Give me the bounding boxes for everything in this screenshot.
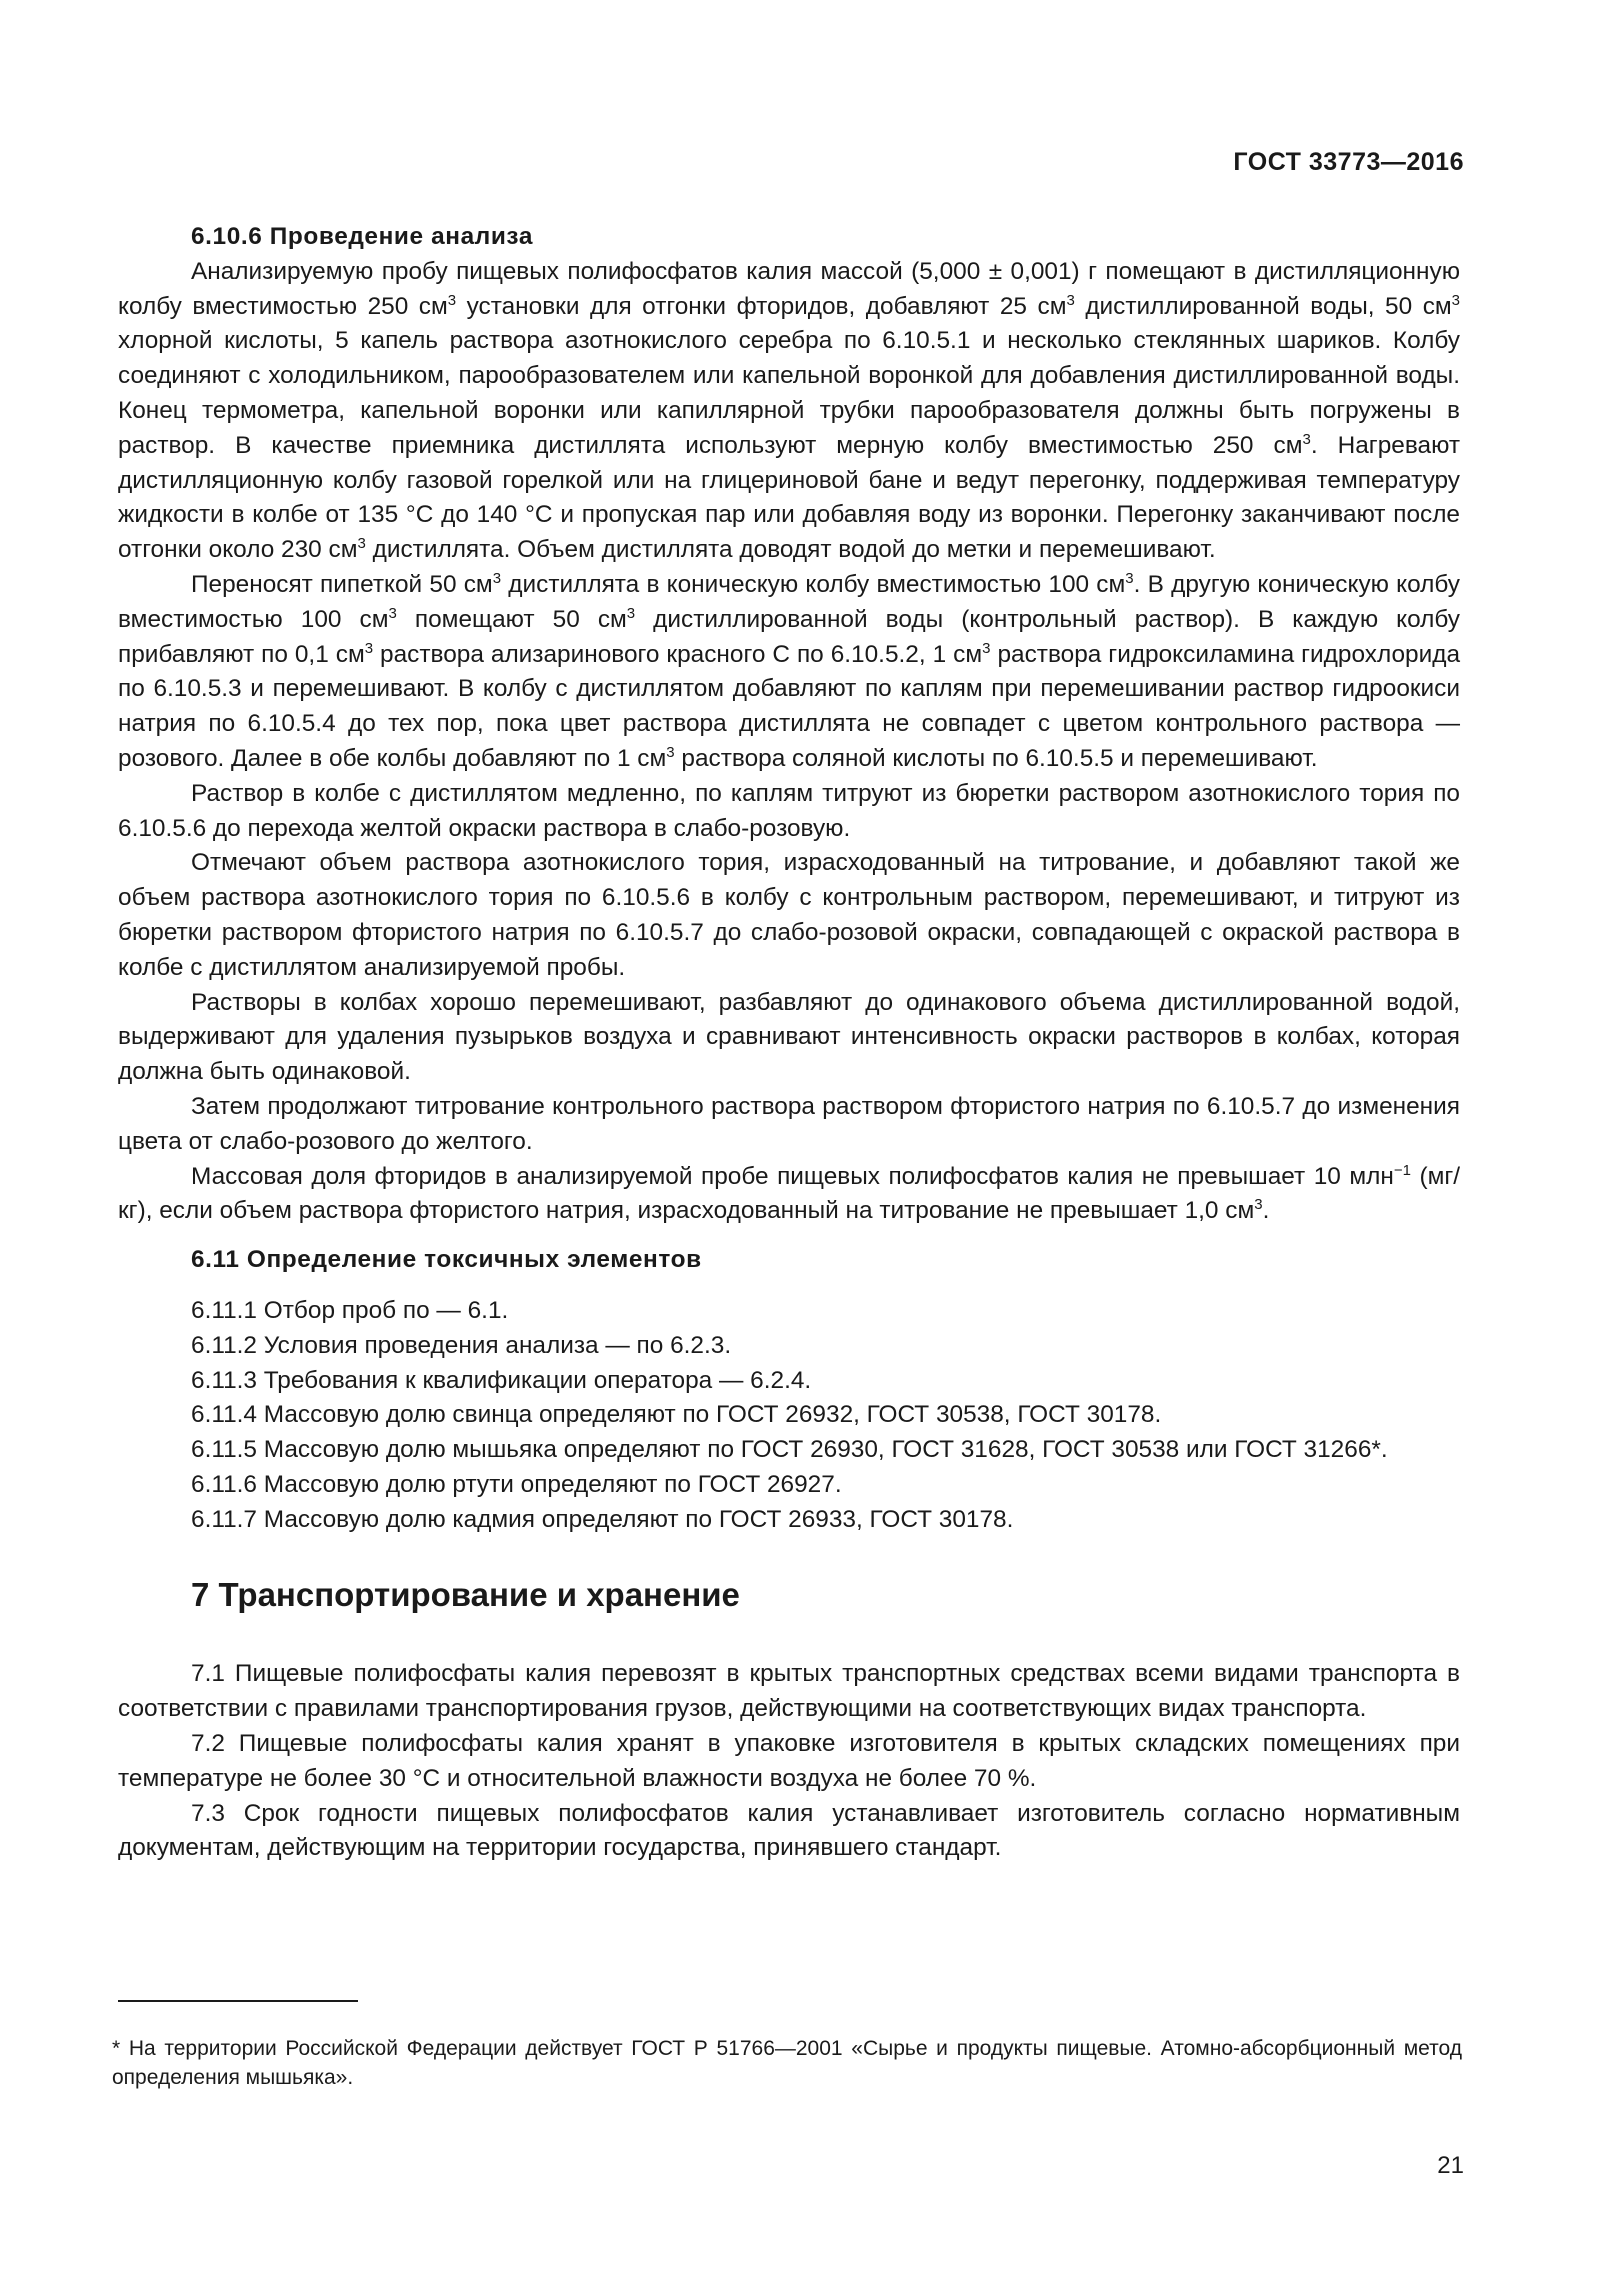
- text-run: раствора гидроксиламина гидрохлорида по 6.10.5.3 и перемешивают. В колбу с дистиллятом добавляют по каплям при перемешивании раствор гидроокиси натрия по 6.10.5.4 до тех пор, пока цвет раствора дистиллята не совпадет с цветом контрольного раствора — розового. Далее в обе колбы добавляют по 1 см: [118, 640, 1461, 772]
- page-body: [118, 220, 1460, 1866]
- text-run: установки для отгонки фторидов, добавляют 25 см: [456, 292, 1067, 320]
- footnote-divider: [118, 2000, 358, 2002]
- superscript: 3: [357, 535, 366, 553]
- text-run: дистиллята. Объем дистиллята доводят водой до метки и перемешивают.: [365, 536, 1216, 564]
- text-run: хлорной кислоты, 5 капель раствора азотнокислого серебра по 6.10.5.1 и несколько стеклянных шариков. Колбу соединяют с холодильником, парообразователем или капельной воронкой для добавления дистиллированной воды. Конец термометра, капельной воронки или капиллярной трубки парообразователя должны быть погружены в раствор. В качестве приемника дистиллята используют мерную колбу вместимостью 250 см: [118, 327, 1460, 459]
- paragraph-7-2: 7.2 Пищевые полифосфаты калия хранят в упаковке изготовителя в крытых складских помещениях при температуре не более 30 °С и относительной влажности воздуха не более 70 %.: [118, 1730, 1460, 1792]
- text-run: Переносят пипеткой 50 см: [191, 570, 493, 598]
- superscript: 3: [447, 291, 457, 309]
- superscript: 3: [364, 639, 374, 657]
- paragraph-mixing: Растворы в колбах хорошо перемешивают, разбавляют до одинакового объема дистиллированной водой, выдерживают для удаления пузырьков воздуха и сравнивают интенсивность окраски растворов в колбах, которая должна быть одинаковой.: [118, 988, 1460, 1086]
- paragraph-7-1: 7.1 Пищевые полифосфаты калия перевозят в крытых транспортных средствах всеми видами транспорта в соответствии с правилами транспортирования грузов, действующими на соответствующих видах транспорта.: [118, 1660, 1460, 1723]
- paragraph-fluoride-fraction: [118, 1160, 1460, 1230]
- document-code-header: ГОСТ 33773—2016: [1233, 148, 1464, 176]
- text-run: дистиллированной воды (контрольный раствор). В каждую колбу прибавляют по 0,1 см: [118, 605, 1461, 668]
- paragraph-thorium-volume: Отмечают объем раствора азотнокислого тория, израсходованный на титрование, и добавляют такой же объем раствора азотнокислого тория по 6.10.5.6 в колбу с контрольным раствором, перемешивают, и титруют из бюретки раствором фтористого натрия по 6.10.5.7 до слабо-розовой окраски, совпадающей с окраской раствора в колбе с дистиллятом анализируемой пробы.: [118, 849, 1460, 981]
- paragraph-analysis-procedure: [118, 255, 1460, 568]
- subsection-heading-6-11: 6.11 Определение токсичных элементов: [191, 1246, 702, 1274]
- superscript: 3: [388, 604, 397, 622]
- text-run: дистиллированной воды, 50 см: [1074, 292, 1452, 320]
- footnote: * На территории Российской Федерации действует ГОСТ Р 51766—2001 «Сырье и продукты пищевые. Атомно-абсорбционный метод определения мышьяка».: [112, 2037, 1462, 2089]
- list-item-6-11-1: 6.11.1 Отбор проб по — 6.1.: [191, 1296, 509, 1324]
- superscript: −1: [1393, 1161, 1411, 1179]
- superscript: 3: [982, 639, 991, 657]
- list-item-6-11-3: 6.11.3 Требования к квалификации оператора — 6.2.4.: [191, 1366, 812, 1394]
- text-run: Массовая доля фторидов в анализируемой пробе пищевых полифосфатов калия не превышает 10 млн: [191, 1162, 1394, 1190]
- superscript: 3: [492, 569, 502, 587]
- paragraph-continue-titration: Затем продолжают титрование контрольного раствора раствором фтористого натрия по 6.10.5.7 до изменения цвета от слабо-розового до желтого.: [118, 1092, 1460, 1155]
- superscript: 3: [1254, 1196, 1263, 1214]
- paragraph-pipette-transfer: [118, 568, 1460, 777]
- text-run: дистиллята в коническую колбу вместимостью 100 см: [501, 570, 1126, 598]
- text-run: раствора соляной кислоты по 6.10.5.5 и перемешивают.: [674, 744, 1318, 772]
- paragraph-titration: Раствор в колбе с дистиллятом медленно, по каплям титруют из бюретки раствором азотнокислого тория по 6.10.5.6 до перехода желтой окраски раствора в слабо-розовую.: [118, 779, 1460, 842]
- superscript: 3: [1451, 291, 1460, 309]
- superscript: 3: [1125, 569, 1134, 587]
- superscript: 3: [666, 743, 675, 761]
- text-run: (мг/кг), если объем раствора фтористого натрия, израсходованный на титрование не превышает 1,0 см: [118, 1162, 1461, 1225]
- text-run: раствора ализаринового красного С по 6.10.5.2, 1 см: [373, 640, 983, 668]
- superscript: 3: [626, 604, 636, 622]
- list-item-6-11-2: 6.11.2 Условия проведения анализа — по 6.2.3.: [191, 1331, 732, 1359]
- paragraph-7-3: 7.3 Срок годности пищевых полифосфатов калия устанавливает изготовитель согласно нормативным документам, действующим на территории государства, принявшего стандарт.: [118, 1799, 1460, 1862]
- section-heading-7: 7 Транспортирование и хранение: [191, 1576, 740, 1614]
- list-item-6-11-6: 6.11.6 Массовую долю ртути определяют по ГОСТ 26927.: [191, 1470, 842, 1498]
- text-run: .: [1262, 1197, 1270, 1225]
- superscript: 3: [1302, 430, 1311, 448]
- subsection-heading-6-10-6: 6.10.6 Проведение анализа: [191, 223, 533, 250]
- list-item-6-11-4: 6.11.4 Массовую долю свинца определяют по ГОСТ 26932, ГОСТ 30538, ГОСТ 30178.: [191, 1401, 1162, 1429]
- list-item-6-11-5: 6.11.5 Массовую долю мышьяка определяют по ГОСТ 26930, ГОСТ 31628, ГОСТ 30538 или ГОСТ 31266*.: [191, 1436, 1388, 1464]
- text-run: . Нагревают дистилляционную колбу газовой горелкой или на глицериновой бане и ведут перегонку, поддерживая температуру жидкости в колбе от 135 °С до 140 °С и пропуская пар или добавляя воду из воронки. Перегонку заканчивают после отгонки около 230 см: [118, 431, 1461, 564]
- superscript: 3: [1066, 291, 1075, 309]
- list-item-6-11-7: 6.11.7 Массовую долю кадмия определяют по ГОСТ 26933, ГОСТ 30178.: [191, 1505, 1014, 1533]
- page-number: 21: [1437, 2152, 1464, 2179]
- text-run: помещают 50 см: [396, 605, 627, 633]
- text-run: Анализируемую пробу пищевых полифосфатов калия массой (5,000 ± 0,001) г помещают в дистилляционную колбу вместимостью 250 см: [118, 257, 1460, 320]
- text-run: . В другую коническую колбу вместимостью 100 см: [118, 570, 1460, 633]
